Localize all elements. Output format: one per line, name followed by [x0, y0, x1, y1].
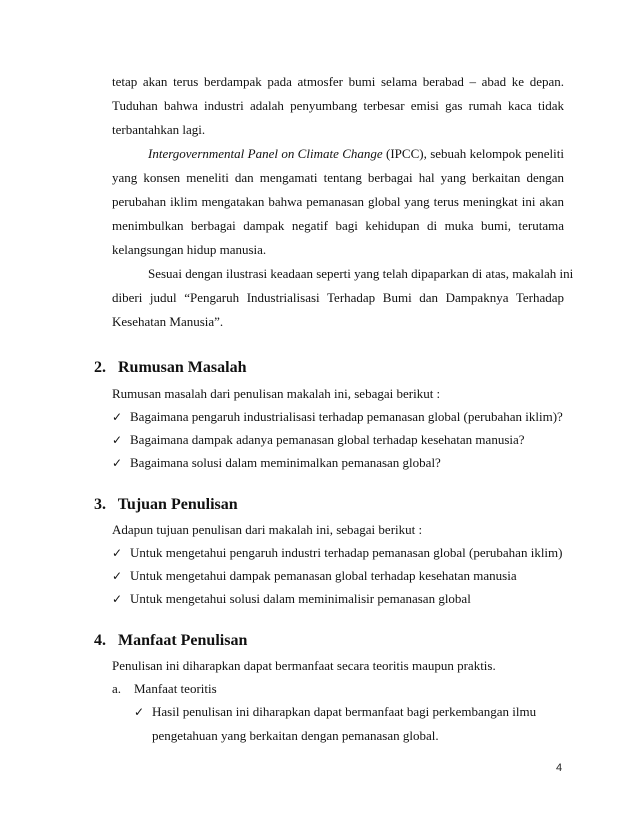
checkmark-icon: ✓	[112, 433, 123, 447]
section-title: Tujuan Penulisan	[117, 496, 238, 513]
checkmark-icon: ✓	[112, 569, 123, 583]
paragraph-line: yang konsen meneliti dan mengamati tentang berbagai hal yang berkaitan dengan	[112, 170, 564, 185]
list-item	[112, 432, 525, 448]
section-lead: Adapun tujuan penulisan dari makalah ini, sebagai berikut :	[112, 522, 423, 537]
paragraph-line: Kesehatan Manusia”.	[112, 314, 224, 329]
list-item-continuation: pengetahuan yang berkaitan dengan pemanasan global.	[152, 728, 439, 743]
paragraph-line: menimbulkan berbagai dampak negatif bagi kehidupan di muka bumi, terutama	[112, 218, 564, 233]
list-item-text: Bagaimana solusi dalam meminimalkan pemanasan global?	[130, 455, 441, 470]
list-item	[112, 591, 471, 607]
section-heading	[94, 631, 247, 651]
ipcc-italic: Intergovernmental Panel on Climate Change	[148, 146, 383, 161]
list-item-text: Hasil penulisan ini diharapkan dapat bermanfaat bagi perkembangan ilmu	[152, 704, 537, 719]
checkmark-icon: ✓	[112, 456, 123, 470]
section-lead: Penulisan ini diharapkan dapat bermanfaat secara teoritis maupun praktis.	[112, 658, 496, 673]
section-lead: Rumusan masalah dari penulisan makalah ini, sebagai berikut :	[112, 386, 441, 401]
section-number: 2.	[94, 359, 106, 376]
sub-label: a.	[112, 681, 122, 696]
section-number: 4.	[94, 632, 106, 649]
paragraph-line: diberi judul “Pengaruh Industrialisasi Terhadap Bumi dan Dampaknya Terhadap	[112, 290, 564, 305]
list-item-text: Untuk mengetahui solusi dalam meminimalisir pemanasan global	[130, 591, 471, 606]
list-item-text: Untuk mengetahui pengaruh industri terhadap pemanasan global (perubahan iklim)	[130, 545, 563, 560]
section-heading	[94, 495, 238, 515]
paragraph-line	[148, 146, 564, 162]
sub-title: Manfaat teoritis	[134, 681, 217, 696]
list-item-text: Bagaimana pengaruh industrialisasi terhadap pemanasan global (perubahan iklim)?	[130, 409, 563, 424]
paragraph-line: tetap akan terus berdampak pada atmosfer bumi selama berabad – abad ke depan.	[112, 74, 564, 89]
list-item-text: Bagaimana dampak adanya pemanasan global terhadap kesehatan manusia?	[130, 432, 525, 447]
section-number: 3.	[94, 496, 106, 513]
checkmark-icon: ✓	[112, 546, 123, 560]
sub-heading	[112, 681, 217, 697]
page-number: 4	[556, 762, 563, 774]
paragraph-line: terbantahkan lagi.	[112, 122, 206, 137]
list-item-text: Untuk mengetahui dampak pemanasan global terhadap kesehatan manusia	[130, 568, 517, 583]
list-item	[134, 704, 564, 720]
paragraph-line: kelangsungan hidup manusia.	[112, 242, 267, 257]
paragraph-text: (IPCC), sebuah kelompok peneliti	[382, 146, 564, 161]
list-item	[112, 545, 562, 561]
paragraph-line: Sesuai dengan ilustrasi keadaan seperti yang telah dipaparkan di atas, makalah ini	[148, 266, 574, 281]
paragraph-line: perubahan iklim mengatakan bahwa pemanasan global yang terus meningkat ini akan	[112, 194, 564, 209]
section-title: Rumusan Masalah	[118, 359, 247, 376]
paragraph-line: Tuduhan bahwa industri adalah penyumbang terbesar emisi gas rumah kaca tidak	[112, 98, 564, 113]
checkmark-icon: ✓	[134, 705, 145, 719]
list-item	[112, 409, 563, 425]
list-item	[112, 568, 517, 584]
checkmark-icon: ✓	[112, 410, 123, 424]
section-title: Manfaat Penulisan	[118, 632, 248, 649]
checkmark-icon: ✓	[112, 592, 123, 606]
list-item	[112, 455, 441, 471]
section-heading	[94, 358, 246, 378]
